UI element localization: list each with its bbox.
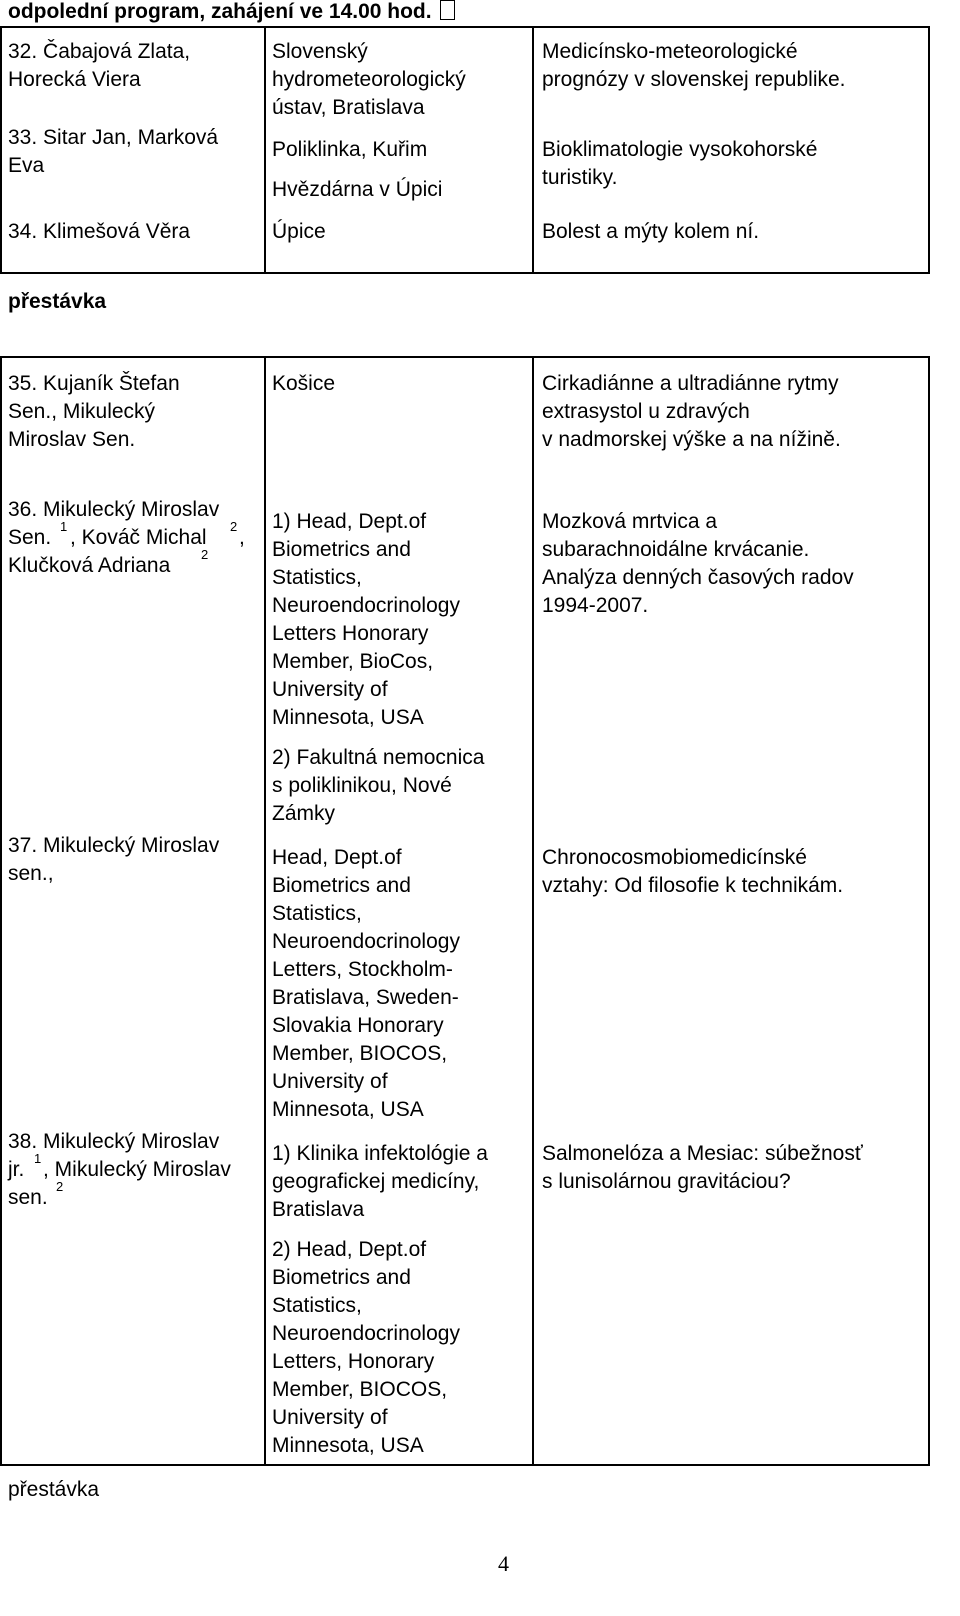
break-label-1: přestávka <box>8 290 107 313</box>
title-35-line2: extrasystol u zdravých <box>542 400 750 423</box>
affil-37-line2: Biometrics and <box>272 874 411 897</box>
speaker-38-line3: sen. <box>8 1186 48 1209</box>
affil-38-line10: University of <box>272 1406 388 1429</box>
speaker-38-sup-1: 1 <box>34 1151 42 1166</box>
title-33-line1: Bioklimatologie vysokohorské <box>542 138 818 161</box>
speaker-36-line2-c: , <box>239 526 245 549</box>
affil-37-line1: Head, Dept.of <box>272 846 402 869</box>
affil-37-line10: Minnesota, USA <box>272 1098 424 1121</box>
table2-left-border <box>0 356 2 1466</box>
affil-36-line5: Letters Honorary <box>272 622 429 645</box>
speaker-38-sup-2: 2 <box>56 1179 64 1194</box>
speaker-32-line2: Horecká Viera <box>8 68 141 91</box>
speaker-36-line1: 36. Mikulecký Miroslav <box>8 498 220 521</box>
speaker-36-sup-1: 1 <box>60 519 68 534</box>
affil-37-line9: University of <box>272 1070 388 1093</box>
title-36-line4: 1994-2007. <box>542 594 649 617</box>
page-number: 4 <box>498 1551 509 1576</box>
table1-right-border <box>928 26 930 274</box>
box-glyph-icon <box>440 0 455 20</box>
title-34: Bolest a mýty kolem ní. <box>542 220 760 243</box>
affil-32-line1: Slovenský <box>272 40 368 63</box>
speaker-33-line1: 33. Sitar Jan, Marková <box>8 126 219 149</box>
affil-36-line11: Zámky <box>272 802 335 825</box>
speaker-38-line2-a: jr. <box>8 1158 25 1181</box>
speaker-33-line2: Eva <box>8 154 45 177</box>
affil-38-line4: 2) Head, Dept.of <box>272 1238 427 1261</box>
heading-text: odpolední program, zahájení ve 14.00 hod. <box>8 0 432 23</box>
speaker-38-line1: 38. Mikulecký Miroslav <box>8 1130 220 1153</box>
affil-37-line6: Bratislava, Sweden- <box>272 986 459 1009</box>
table1-top-border <box>0 26 930 28</box>
affil-32-line2: hydrometeorologický <box>272 68 466 91</box>
title-33-line2: turistiky. <box>542 166 618 189</box>
title-37-line1: Chronocosmobiomedicínské <box>542 846 807 869</box>
title-36-line2: subarachnoidálne krvácanie. <box>542 538 810 561</box>
title-36-line3: Analýza denných časových radov <box>542 566 854 589</box>
speaker-35-line3: Miroslav Sen. <box>8 428 136 451</box>
table1-left-border <box>0 26 2 274</box>
table1-divider-2 <box>532 26 534 274</box>
title-38-line1: Salmonelóza a Mesiac: súbežnosť <box>542 1142 863 1165</box>
affil-37-line8: Member, BIOCOS, <box>272 1042 448 1065</box>
table2-divider-2 <box>532 356 534 1466</box>
title-35-line3: v nadmorskej výške a na nížině. <box>542 428 841 451</box>
affil-38-line8: Letters, Honorary <box>272 1350 435 1373</box>
speaker-32-line1: 32. Čabajová Zlata, <box>8 40 191 63</box>
affil-38-line2: geografickej medicíny, <box>272 1170 480 1193</box>
affil-36-line4: Neuroendocrinology <box>272 594 460 617</box>
title-38-line2: s lunisolárnou gravitáciou? <box>542 1170 791 1193</box>
affil-33-line1: Poliklinka, Kuřim <box>272 138 428 161</box>
affil-37-line7: Slovakia Honorary <box>272 1014 444 1037</box>
affil-33-line2: Hvězdárna v Úpici <box>272 178 443 201</box>
affil-37-line3: Statistics, <box>272 902 362 925</box>
speaker-37-line1: 37. Mikulecký Miroslav <box>8 834 220 857</box>
affil-36-line6: Member, BioCos, <box>272 650 434 673</box>
speaker-36-line2-a: Sen. <box>8 526 52 549</box>
page-heading <box>8 0 455 26</box>
affil-35: Košice <box>272 372 336 395</box>
speaker-37-line2: sen., <box>8 862 54 885</box>
table1-bottom-border <box>0 272 930 274</box>
speaker-36-sup-3: 2 <box>201 547 209 562</box>
speaker-36-sup-2: 2 <box>230 519 238 534</box>
affil-32-line3: ústav, Bratislava <box>272 96 425 119</box>
affil-38-line1: 1) Klinika infektológie a <box>272 1142 488 1165</box>
affil-38-line5: Biometrics and <box>272 1266 411 1289</box>
affil-37-line4: Neuroendocrinology <box>272 930 460 953</box>
affil-34: Úpice <box>272 220 326 243</box>
title-32-line1: Medicínsko-meteorologické <box>542 40 798 63</box>
speaker-35-line2: Sen., Mikulecký <box>8 400 156 423</box>
title-32-line2: prognózy v slovenskej republike. <box>542 68 846 91</box>
affil-36-line10: s poliklinikou, Nové <box>272 774 452 797</box>
table2-bottom-border <box>0 1464 930 1466</box>
affil-36-line2: Biometrics and <box>272 538 411 561</box>
speaker-35-line1: 35. Kujaník Štefan <box>8 372 180 395</box>
affil-38-line9: Member, BIOCOS, <box>272 1378 448 1401</box>
affil-38-line3: Bratislava <box>272 1198 365 1221</box>
affil-36-line7: University of <box>272 678 388 701</box>
table1-divider-1 <box>264 26 266 274</box>
affil-38-line7: Neuroendocrinology <box>272 1322 460 1345</box>
speaker-38-line2-b: , Mikulecký Miroslav <box>43 1158 231 1181</box>
title-36-line1: Mozková mrtvica a <box>542 510 718 533</box>
table2-divider-1 <box>264 356 266 1466</box>
table2-top-border <box>0 356 930 358</box>
affil-38-line6: Statistics, <box>272 1294 362 1317</box>
speaker-34: 34. Klimešová Věra <box>8 220 191 243</box>
affil-36-line3: Statistics, <box>272 566 362 589</box>
speaker-36-line2-b: , Kováč Michal <box>70 526 207 549</box>
affil-37-line5: Letters, Stockholm- <box>272 958 453 981</box>
affil-36-line8: Minnesota, USA <box>272 706 424 729</box>
title-35-line1: Cirkadiánne a ultradiánne rytmy <box>542 372 839 395</box>
break-label-2: přestávka <box>8 1478 100 1501</box>
speaker-36-line3: Klučková Adriana <box>8 554 171 577</box>
affil-36-line9: 2) Fakultná nemocnica <box>272 746 485 769</box>
affil-38-line11: Minnesota, USA <box>272 1434 424 1457</box>
title-37-line2: vztahy: Od filosofie k technikám. <box>542 874 844 897</box>
table2-right-border <box>928 356 930 1466</box>
affil-36-line1: 1) Head, Dept.of <box>272 510 427 533</box>
